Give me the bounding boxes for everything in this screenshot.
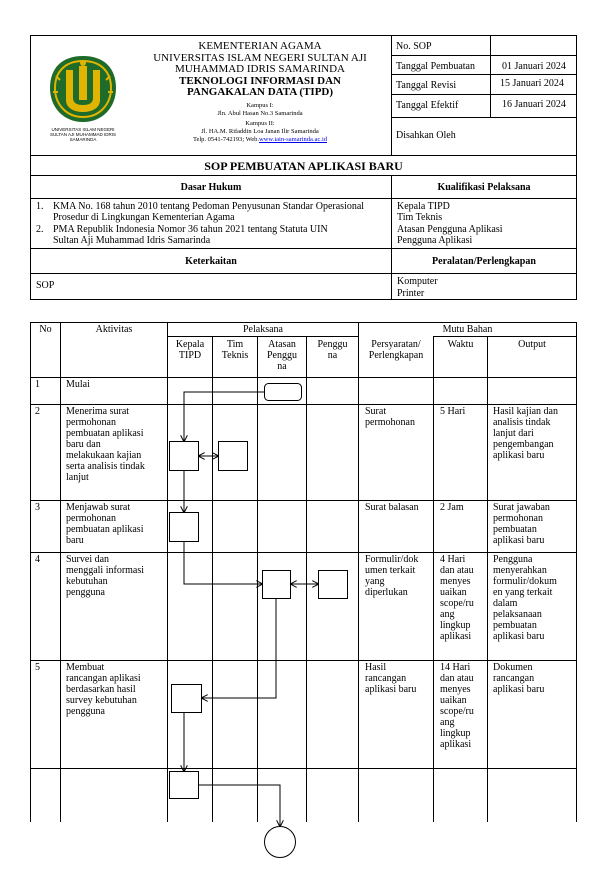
cell-line: dan atau [440, 673, 474, 684]
connector-step3-to-step4 [184, 542, 262, 584]
cell-line: pembuatan aplikasi [66, 428, 144, 439]
cell-line: permohonan [493, 513, 543, 524]
cell-line: Menerima surat [66, 406, 130, 417]
cell-line: menyes [440, 684, 471, 695]
campus2-label: Kampus II: [245, 119, 275, 127]
cell-line: aplikasi [440, 739, 472, 750]
start-terminator [265, 384, 302, 401]
connector-next-to-end [199, 785, 280, 826]
pelaksana-tim-teknis: Tim Teknis [221, 339, 249, 361]
kualifikasi-heading: Kualifikasi Pelaksana [437, 182, 531, 193]
cell-line: pengguna [66, 587, 105, 598]
university-name-1: UNIVERSITAS ISLAM NEGERI SULTAN AJI [153, 51, 367, 64]
cell-line: Membuat [66, 662, 105, 673]
cell-line: Surat balasan [365, 502, 419, 513]
cell-no: 1 [35, 379, 40, 390]
dasar-hukum-item-1-line1: KMA No. 168 tahun 2010 tentang Pedoman Penyusunan Standar Operasional [53, 201, 365, 212]
cell-line: Hasil [365, 662, 387, 673]
process-box-step2-kepala [170, 442, 199, 471]
cell-line: rancangan aplikasi [66, 673, 141, 684]
cell-line: lingkup [440, 620, 471, 631]
cell-line: aplikasi [440, 631, 472, 642]
cell-line: en yang terkait [493, 587, 553, 598]
cell-line: formulir/dokum [493, 576, 557, 587]
col-persyaratan-header: Persyaratan/ Perlengkapan [368, 339, 424, 361]
cell-line: aplikasi baru [493, 631, 545, 642]
contact-line: Telp. 0541-742193; Web.www.iain-samarinda.ac.id [192, 135, 328, 143]
cell-line: analisis tindak [493, 417, 551, 428]
cell-line: Menjawab surat [66, 502, 131, 513]
cell-line: baru [66, 535, 84, 546]
cell-line: 5 Hari [440, 406, 466, 417]
col-mutu-header: Mutu Bahan [442, 324, 493, 335]
connector-start-to-step2 [184, 392, 264, 441]
cell-line: pelaksanaan [493, 609, 542, 620]
dasar-hukum-num-2: 2. [36, 224, 44, 235]
cell-line: permohonan [66, 417, 116, 428]
dasar-hukum-item-2-line1: PMA Republik Indonesia Nomor 36 tahun 2021 tentang Statuta UIN [53, 224, 328, 235]
cell-line: kebutuhan [66, 576, 108, 587]
cell-line: menyerahkan [493, 565, 547, 576]
cell-line: pengguna [66, 706, 105, 717]
cell-line: dalam [493, 598, 518, 609]
dasar-hukum-num-1: 1. [36, 201, 44, 212]
cell-line: permohonan [66, 513, 116, 524]
keterkaitan-value: SOP [36, 280, 55, 291]
ministry-name: KEMENTERIAN AGAMA [198, 40, 322, 52]
process-box-step6 [170, 772, 199, 799]
peralatan-item: Printer [397, 288, 425, 299]
peralatan-item: Komputer [397, 276, 438, 287]
cell-line: rancangan [493, 673, 535, 684]
cell-line: Pengguna [493, 554, 533, 565]
cell-line: survey kebutuhan [66, 695, 137, 706]
dasar-hukum-heading: Dasar Hukum [180, 182, 242, 193]
cell-line: yang [365, 576, 385, 587]
cell-line: 4 Hari [440, 554, 466, 565]
cell-line: lanjut [66, 472, 89, 483]
pelaksana-pengguna: Penggu na [317, 339, 348, 361]
campus1-label: Kampus I: [246, 101, 274, 109]
process-box-step2-timteknis [219, 442, 248, 471]
cell-line: Dokumen [493, 662, 533, 673]
kualifikasi-item: Pengguna Aplikasi [397, 235, 473, 246]
cell-no: 4 [35, 554, 40, 565]
sop-title: SOP PEMBUATAN APLIKASI BARU [204, 159, 403, 173]
cell-line: menggali informasi [66, 565, 145, 576]
peralatan-heading: Peralatan/Perlengkapan [432, 256, 536, 267]
cell-line: berdasarkan hasil [66, 684, 136, 695]
university-name-2: MUHAMMAD IDRIS SAMARINDA [175, 63, 345, 75]
tanggal-pembuatan-value: 01 Januari 2024 [502, 61, 566, 72]
tanggal-revisi-label: Tanggal Revisi [396, 80, 457, 91]
pelaksana-atasan-pengguna: Atasan Penggu na [267, 339, 297, 372]
cell-line: Survei dan [66, 554, 110, 565]
cell-line: permohonan [365, 417, 415, 428]
cell-no: 3 [35, 502, 40, 513]
cell-line: pembuatan [493, 524, 537, 535]
cell-line: 2 Jam [440, 502, 464, 513]
cell-line: dan atau [440, 565, 474, 576]
campus2-address: Jl. HA.M. Rifaddin Loa Janan Ilir Samarinda [201, 127, 319, 135]
cell-line: baru dan [66, 439, 101, 450]
cell-line: lanjut dari [493, 428, 534, 439]
disahkan-oleh-label: Disahkan Oleh [396, 130, 456, 141]
cell-line: Formulir/dok [365, 554, 419, 565]
dasar-hukum-item-1-line2: Prosedur di Lingkungan Kementerian Agama [53, 212, 235, 223]
cell-no: 5 [35, 662, 40, 673]
process-box-step4-atasan [263, 571, 291, 599]
cell-line: aplikasi baru [493, 535, 545, 546]
cell-line: umen terkait [365, 565, 416, 576]
cell-line: pembuatan aplikasi [66, 524, 144, 535]
pelaksana-kepala-tipd: Kepala TIPD [175, 339, 205, 361]
process-box-step5 [172, 685, 202, 713]
cell-line: Surat jawaban [493, 502, 550, 513]
tanggal-efektif-label: Tanggal Efektif [396, 100, 459, 111]
col-no-header: No [39, 324, 52, 335]
cell-line: ang [440, 609, 455, 620]
cell-line: serta analisis tindak [66, 461, 145, 472]
cell-line: melakukaan kajian [66, 450, 142, 461]
kualifikasi-item: Tim Teknis [397, 212, 443, 223]
tanggal-pembuatan-label: Tanggal Pembuatan [396, 61, 475, 72]
cell-line: rancangan [365, 673, 407, 684]
keterkaitan-heading: Keterkaitan [185, 256, 237, 267]
cell-line: aplikasi baru [493, 450, 545, 461]
cell-line: aplikasi baru [493, 684, 545, 695]
col-waktu-header: Waktu [447, 339, 474, 350]
cell-line: ang [440, 717, 455, 728]
cell-line: uaikan [440, 695, 467, 706]
dasar-hukum-item-2-line2: Sultan Aji Muhammad Idris Samarinda [53, 235, 211, 246]
no-sop-label: No. SOP [396, 41, 432, 52]
end-connector-circle [265, 827, 296, 858]
cell-no: 2 [35, 406, 40, 417]
col-aktivitas-header: Aktivitas [95, 324, 133, 335]
cell-line: pengembangan [493, 439, 554, 450]
cell-line: scope/ru [440, 706, 474, 717]
cell-line: 14 Hari [440, 662, 471, 673]
cell-line: scope/ru [440, 598, 474, 609]
unit-name-1: TEKNOLOGI INFORMASI DAN [179, 74, 341, 87]
cell-line: menyes [440, 576, 471, 587]
cell-line: Hasil kajian dan [493, 406, 558, 417]
cell-line: lingkup [440, 728, 471, 739]
cell-line: uaikan [440, 587, 467, 598]
cell-line: diperlukan [365, 587, 408, 598]
cell-line: pembuatan [493, 620, 537, 631]
col-pelaksana-header: Pelaksana [243, 324, 283, 335]
process-box-step3 [170, 513, 199, 542]
cell-line: Mulai [66, 379, 90, 390]
kualifikasi-item: Atasan Pengguna Aplikasi [397, 224, 503, 235]
connector-step4-to-step5 [202, 599, 276, 698]
tanggal-efektif-value: 16 Januari 2024 [502, 99, 566, 110]
tanggal-revisi-value: 15 Januari 2024 [500, 78, 564, 89]
process-box-step4-pengguna [319, 571, 348, 599]
cell-line: aplikasi baru [365, 684, 417, 695]
cell-line: Surat [365, 406, 387, 417]
logo-caption: UNIVERSITAS ISLAM NEGERI SULTAN AJI MUHAMMAD IDRIS SAMARINDA [49, 127, 117, 142]
campus1-address: Jln. Abul Hasan No.3 Samarinda [217, 109, 303, 117]
col-output-header: Output [518, 339, 546, 350]
website-link[interactable]: www.iain-samarinda.ac.id [259, 135, 328, 143]
kualifikasi-item: Kepala TIPD [397, 201, 450, 212]
unit-name-2: PANGAKALAN DATA (TIPD) [186, 86, 334, 98]
